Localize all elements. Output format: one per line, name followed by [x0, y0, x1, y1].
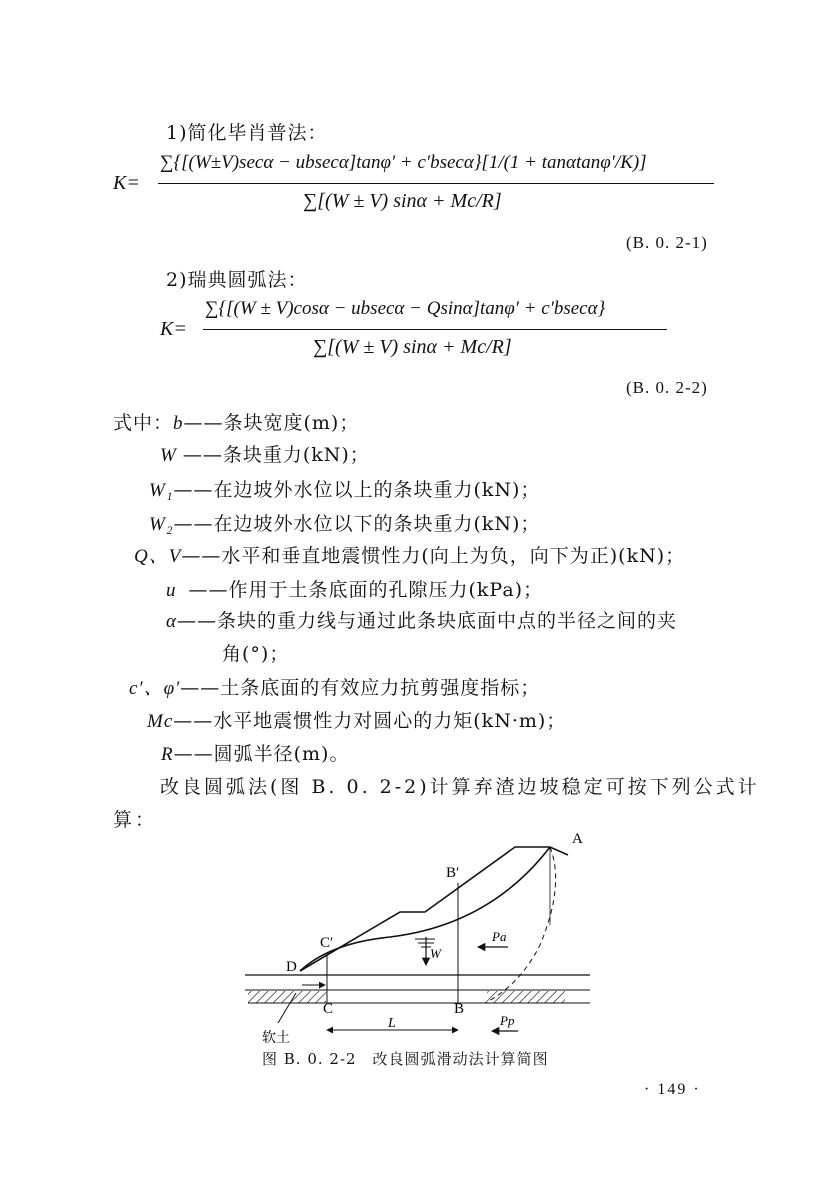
formula2-denominator: ∑[(W ± V) sinα + Mc/R]: [313, 336, 512, 358]
definition-item: W₂——在边坡外水位以下的条块重力(kN)；: [149, 513, 541, 535]
label-D: D: [286, 959, 297, 975]
slip-arc: [300, 847, 550, 971]
definition-item: u ——作用于土条底面的孔隙压力(kPa)；: [166, 579, 544, 601]
formula2-numerator: ∑{[(W ± V)cosα − ubsecα − Qsinα]tanφ′ + c′bsecα}: [205, 298, 606, 319]
definition-item: c′、φ′——土条底面的有效应力抗剪强度指标；: [129, 677, 541, 699]
section2-heading: 2)瑞典圆弧法：: [166, 269, 308, 291]
formula1-lhs: K=: [113, 172, 140, 194]
where-label: 式中：: [113, 412, 174, 434]
soft-soil-hatch-left: [248, 991, 326, 1003]
definition-item: Mc——水平地震惯性力对圆心的力矩(kN·m)；: [147, 710, 567, 732]
label-soft-soil: 软土: [262, 1031, 290, 1046]
label-B-prime: B′: [446, 865, 460, 881]
soft-soil-hatch-right: [487, 991, 565, 1003]
label-W: W: [430, 946, 441, 961]
label-C-prime: C′: [320, 935, 334, 951]
definition-item: R——圆弧半径(m)。: [161, 743, 350, 765]
formula2-fraction-bar: [203, 329, 667, 330]
formula1-fraction-bar: [158, 183, 714, 184]
definition-item: W ——条块重力(kN)；: [160, 444, 370, 466]
equation-number-1: (B. 0. 2-1): [626, 233, 708, 252]
page-number: · 149 ·: [644, 1081, 701, 1098]
definition-item: Q、V——水平和垂直地震惯性力(向上为负，向下为正)(kN)；: [134, 545, 686, 567]
label-A: A: [572, 831, 583, 847]
definition-item: α——条块的重力线与通过此条块底面中点的半径之间的夹: [166, 610, 677, 632]
dashed-arc: [485, 847, 556, 1003]
definition-item: b——条块宽度(m)；: [173, 412, 360, 434]
formula1-denominator: ∑[(W ± V) sinα + Mc/R]: [303, 190, 502, 212]
slope-diagram: [230, 825, 610, 1055]
formula2-lhs: K=: [160, 318, 187, 340]
paragraph-line-1: 改良圆弧法(图 B. 0. 2-2)计算弃渣边坡稳定可按下列公式计: [160, 776, 760, 798]
figure-caption: 图 B. 0. 2-2 改良圆弧滑动法计算简图: [262, 1050, 549, 1068]
definition-continuation: 角(°)；: [222, 643, 290, 665]
label-C: C: [323, 1001, 334, 1017]
equation-number-2: (B. 0. 2-2): [626, 378, 708, 397]
section1-heading: 1)简化毕肖普法：: [166, 122, 328, 144]
label-Pp: Pp: [500, 1013, 515, 1028]
formula1-numerator: ∑{[(W±V)secα − ubsecα]tanφ′ + c′bsecα}[1/(1 + tanαtanφ′/K)]: [160, 152, 647, 173]
paragraph-line-2: 算：: [113, 809, 158, 831]
label-L: L: [388, 1016, 396, 1031]
definition-item: W₁——在边坡外水位以上的条块重力(kN)；: [149, 479, 541, 501]
label-Pa: Pa: [492, 929, 507, 944]
label-B: B: [454, 1001, 465, 1017]
